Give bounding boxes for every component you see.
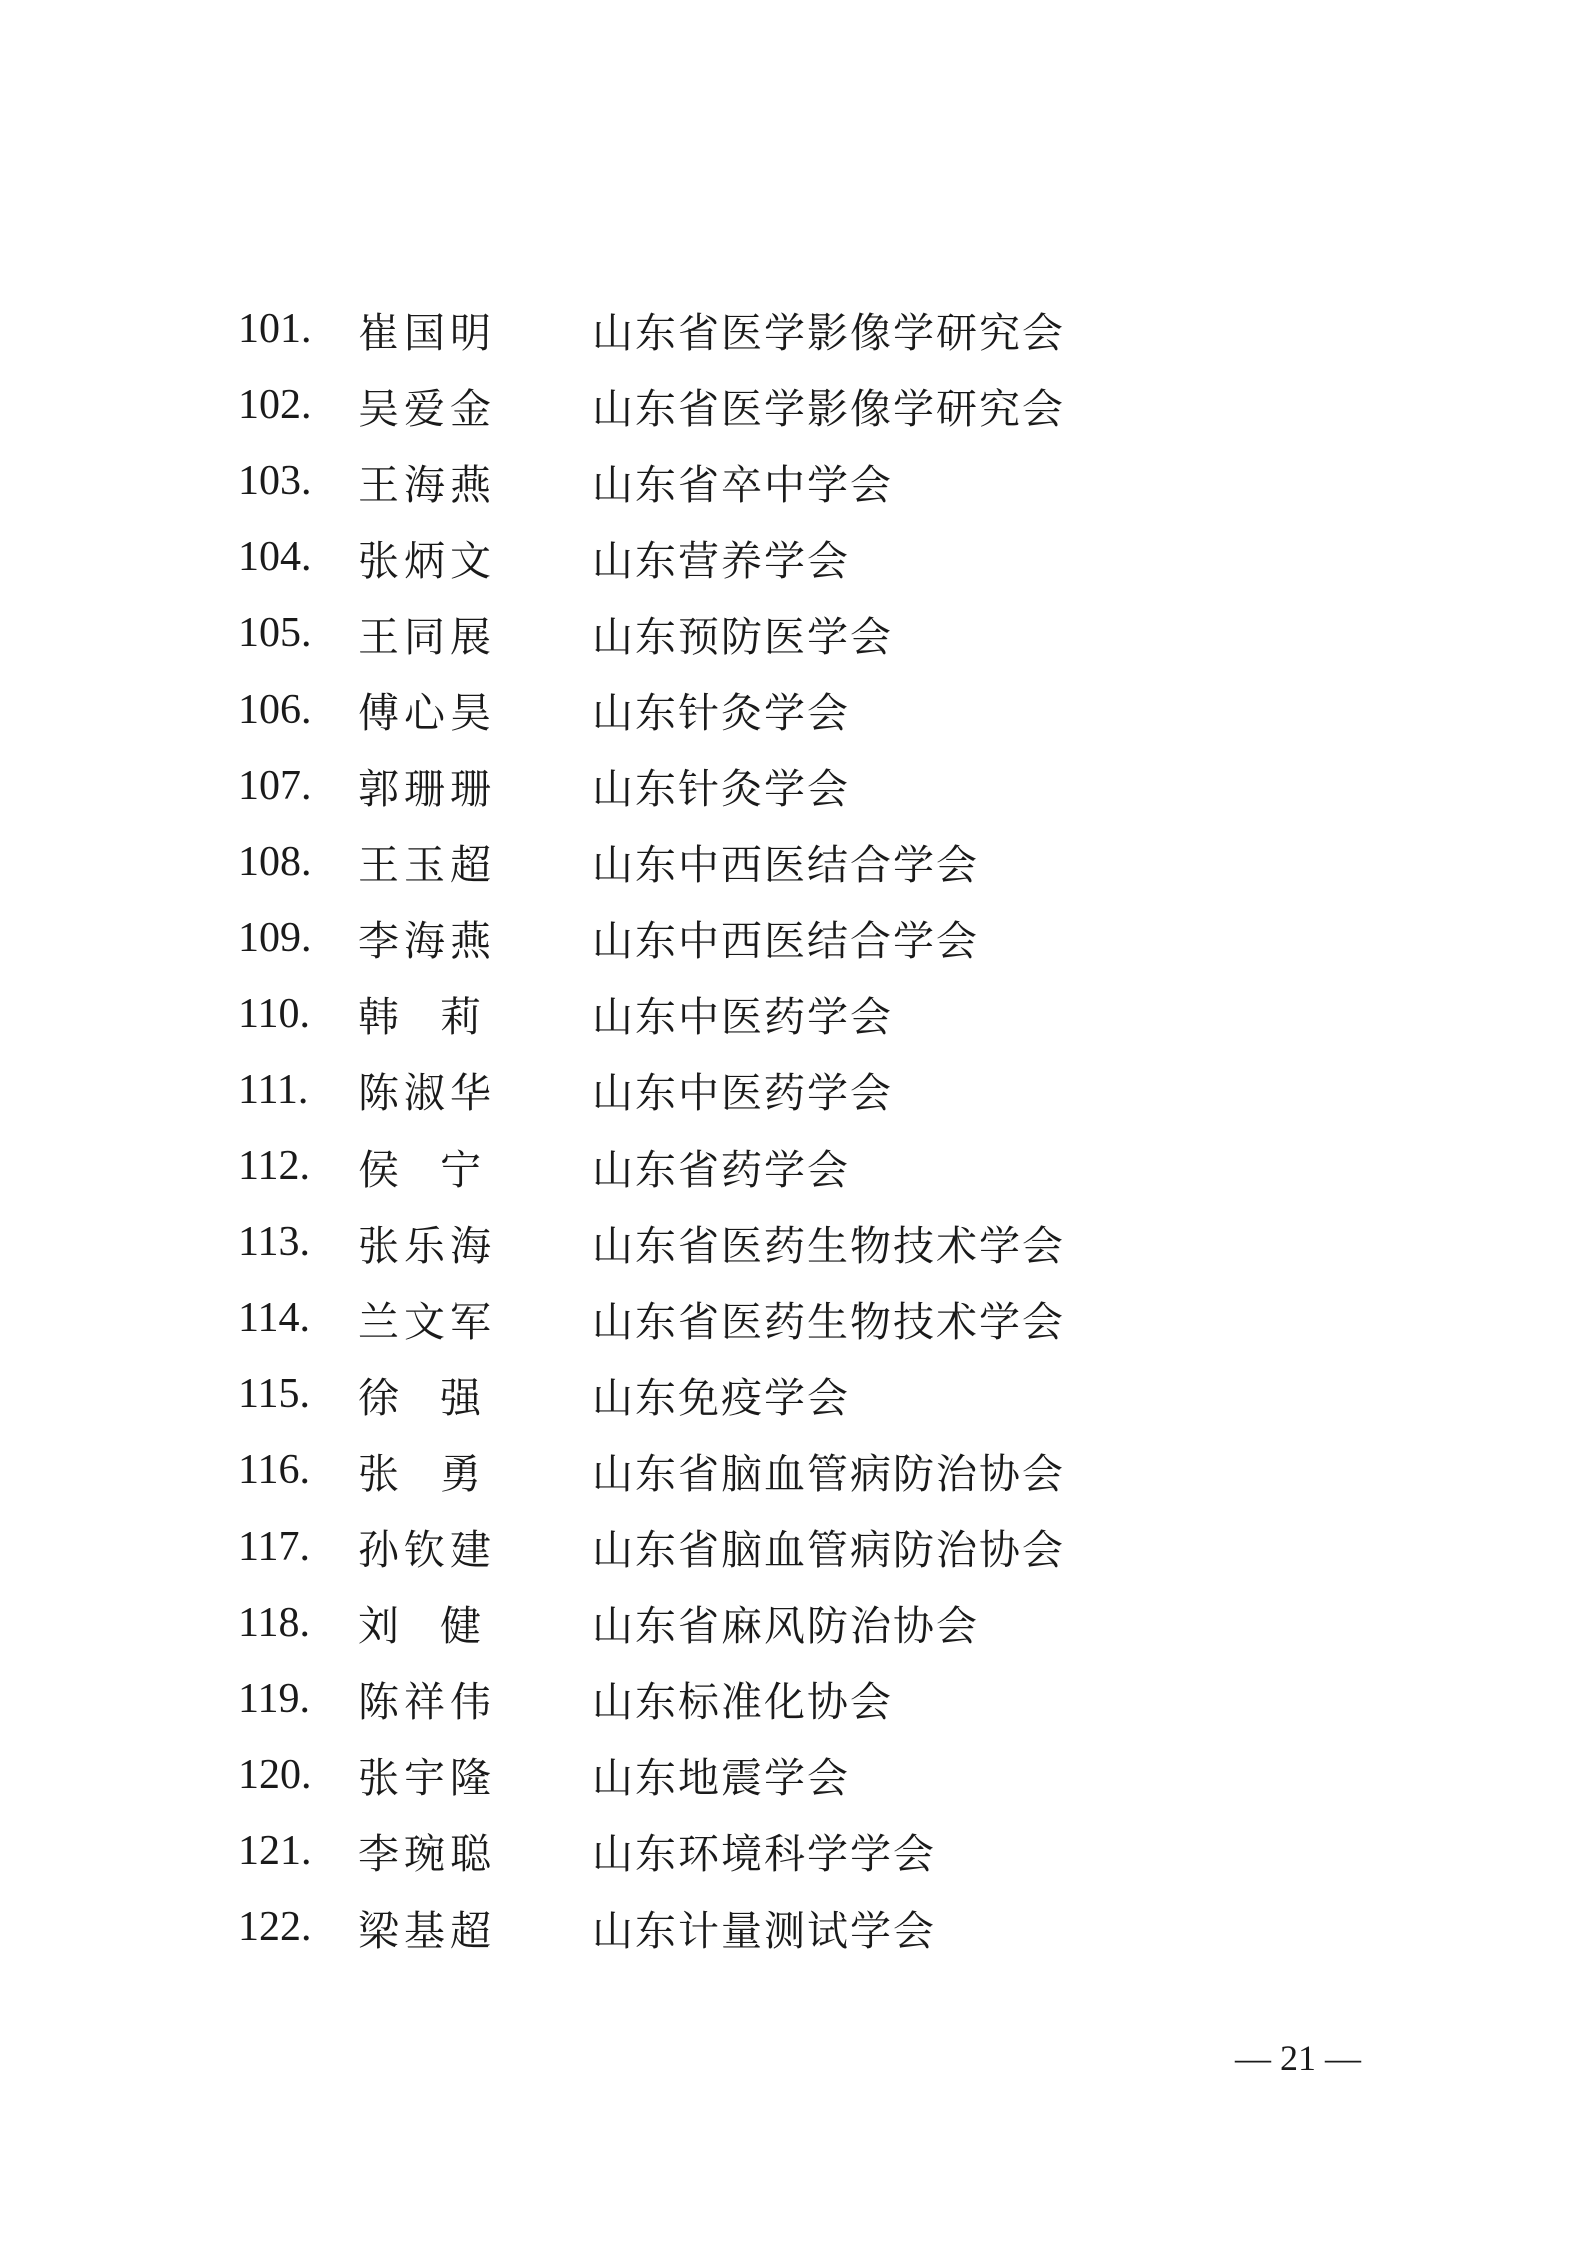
page-number: — 21 — [1235,2038,1361,2078]
list-item [238,824,1388,900]
person-name: 王玉超 [358,841,496,890]
organization-name: 山东计量测试学会 [592,1906,936,1955]
entry-number: 106. [238,686,312,733]
name-list [238,291,1388,1965]
entry-number: 105. [238,610,312,657]
list-item [238,443,1388,519]
person-name: 李海燕 [358,917,496,966]
entry-number: 118. [238,1599,310,1646]
entry-number: 113. [238,1219,310,1266]
person-name: 梁基超 [358,1906,496,1955]
person-name: 张 勇 [358,1449,487,1498]
organization-name: 山东省医药生物技术学会 [592,1221,1065,1270]
person-name: 崔国明 [358,308,496,357]
entry-number: 110. [238,990,310,1037]
entry-number: 112. [238,1143,310,1190]
entry-number: 108. [238,838,312,885]
list-item [238,291,1388,367]
organization-name: 山东省脑血管病防治协会 [592,1449,1065,1498]
entry-number: 102. [238,382,312,429]
person-name: 张炳文 [358,536,496,585]
entry-number: 116. [238,1447,310,1494]
organization-name: 山东中西医结合学会 [592,917,979,966]
person-name: 傅心昊 [358,689,496,738]
list-item [238,1509,1388,1585]
organization-name: 山东省麻风防治协会 [592,1602,979,1651]
organization-name: 山东营养学会 [592,536,850,585]
person-name: 徐 强 [358,1373,487,1422]
person-name: 陈祥伟 [358,1678,496,1727]
list-item [238,595,1388,671]
organization-name: 山东省医药生物技术学会 [592,1297,1065,1346]
list-item [238,1889,1388,1965]
list-item [238,671,1388,747]
person-name: 郭珊珊 [358,765,496,814]
list-item [238,1204,1388,1280]
list-item [238,1813,1388,1889]
list-item [238,900,1388,976]
entry-number: 109. [238,914,312,961]
organization-name: 山东省医学影像学研究会 [592,384,1065,433]
person-name: 王海燕 [358,460,496,509]
organization-name: 山东地震学会 [592,1754,850,1803]
entry-number: 111. [238,1066,309,1113]
organization-name: 山东省药学会 [592,1145,850,1194]
entry-number: 117. [238,1523,310,1570]
list-item [238,1356,1388,1432]
entry-number: 103. [238,458,312,505]
organization-name: 山东中医药学会 [592,1069,893,1118]
organization-name: 山东省医学影像学研究会 [592,308,1065,357]
list-item [238,1737,1388,1813]
organization-name: 山东免疫学会 [592,1373,850,1422]
list-item [238,1432,1388,1508]
person-name: 李琬聪 [358,1830,496,1879]
list-item [238,748,1388,824]
organization-name: 山东省卒中学会 [592,460,893,509]
entry-number: 114. [238,1295,310,1342]
person-name: 孙钦建 [358,1526,496,1575]
list-item [238,1661,1388,1737]
list-item [238,519,1388,595]
entry-number: 115. [238,1371,310,1418]
person-name: 张乐海 [358,1221,496,1270]
organization-name: 山东针灸学会 [592,765,850,814]
person-name: 陈淑华 [358,1069,496,1118]
person-name: 韩 莉 [358,993,487,1042]
person-name: 刘 健 [358,1602,487,1651]
list-item [238,1128,1388,1204]
list-item [238,1052,1388,1128]
organization-name: 山东针灸学会 [592,689,850,738]
person-name: 兰文军 [358,1297,496,1346]
entry-number: 101. [238,306,312,353]
entry-number: 107. [238,762,312,809]
organization-name: 山东预防医学会 [592,612,893,661]
list-item [238,1585,1388,1661]
list-item [238,1280,1388,1356]
organization-name: 山东标准化协会 [592,1678,893,1727]
list-item [238,976,1388,1052]
entry-number: 104. [238,534,312,581]
organization-name: 山东省脑血管病防治协会 [592,1526,1065,1575]
entry-number: 120. [238,1751,312,1798]
entry-number: 122. [238,1904,312,1951]
person-name: 张宇隆 [358,1754,496,1803]
organization-name: 山东中医药学会 [592,993,893,1042]
person-name: 王同展 [358,612,496,661]
organization-name: 山东环境科学学会 [592,1830,936,1879]
list-item [238,367,1388,443]
entry-number: 121. [238,1827,312,1874]
person-name: 吴爱金 [358,384,496,433]
person-name: 侯 宁 [358,1145,487,1194]
entry-number: 119. [238,1675,310,1722]
organization-name: 山东中西医结合学会 [592,841,979,890]
